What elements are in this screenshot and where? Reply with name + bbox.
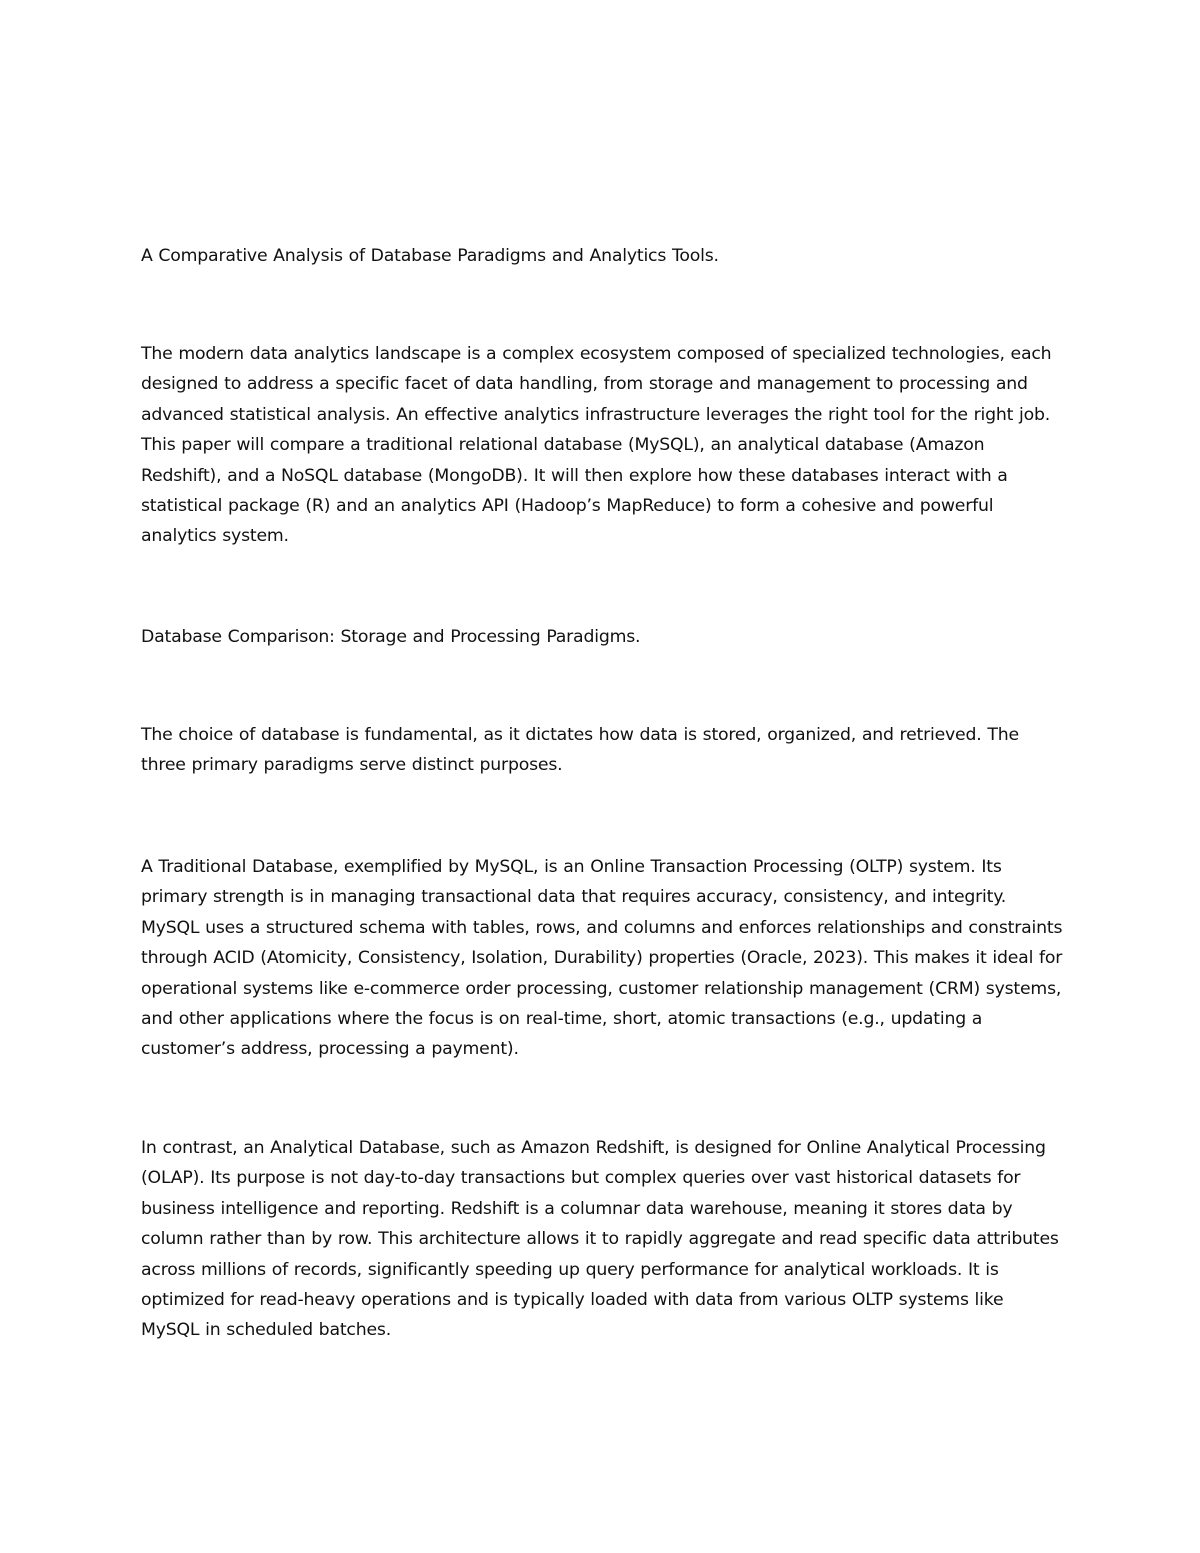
document-title: A Comparative Analysis of Database Paradigms and Analytics Tools. [141, 246, 719, 266]
section-heading: Database Comparison: Storage and Processing Paradigms. [141, 627, 641, 647]
traditional-database-paragraph: A Traditional Database, exemplified by MySQL, is an Online Transaction Processing (OLTP) system. Its primary strength is in managing transactional data that requires accuracy, consistency, and integrity. MySQL uses a structured schema with tables, rows, and columns and enforces relationships and constraints through ACID (Atomicity, Consistency, Isolation, Durability) properties (Oracle, 2023). This makes it ideal for operational systems like e-commerce order processing, customer relationship management (CRM) systems, and other applications where the focus is on real-time, short, atomic transactions (e.g., updating a customer’s address, processing a payment). [141, 857, 1063, 1060]
intro-paragraph: The modern data analytics landscape is a complex ecosystem composed of specialized technologies, each designed to address a specific facet of data handling, from storage and management to processing and advanced statistical analysis. An effective analytics infrastructure leverages the right tool for the right job. This paper will compare a traditional relational database (MySQL), an analytical database (Amazon Redshift), and a NoSQL database (MongoDB). It will then explore how these databases interact with a statistical package (R) and an analytics API (Hadoop’s MapReduce) to form a cohesive and powerful analytics system. [141, 344, 1052, 547]
analytical-database-paragraph: In contrast, an Analytical Database, such as Amazon Redshift, is designed for Online Analytical Processing (OLAP). Its purpose is not day-to-day transactions but complex queries over vast historical datasets for business intelligence and reporting. Redshift is a columnar data warehouse, meaning it stores data by column rather than by row. This architecture allows it to rapidly aggregate and read specific data attributes across millions of records, significantly speeding up query performance for analytical workloads. It is optimized for read-heavy operations and is typically loaded with data from various OLTP systems like MySQL in scheduled batches. [141, 1138, 1059, 1341]
database-choice-paragraph: The choice of database is fundamental, as it dictates how data is stored, organized, and retrieved. The three primary paradigms serve distinct purposes. [141, 725, 1019, 776]
